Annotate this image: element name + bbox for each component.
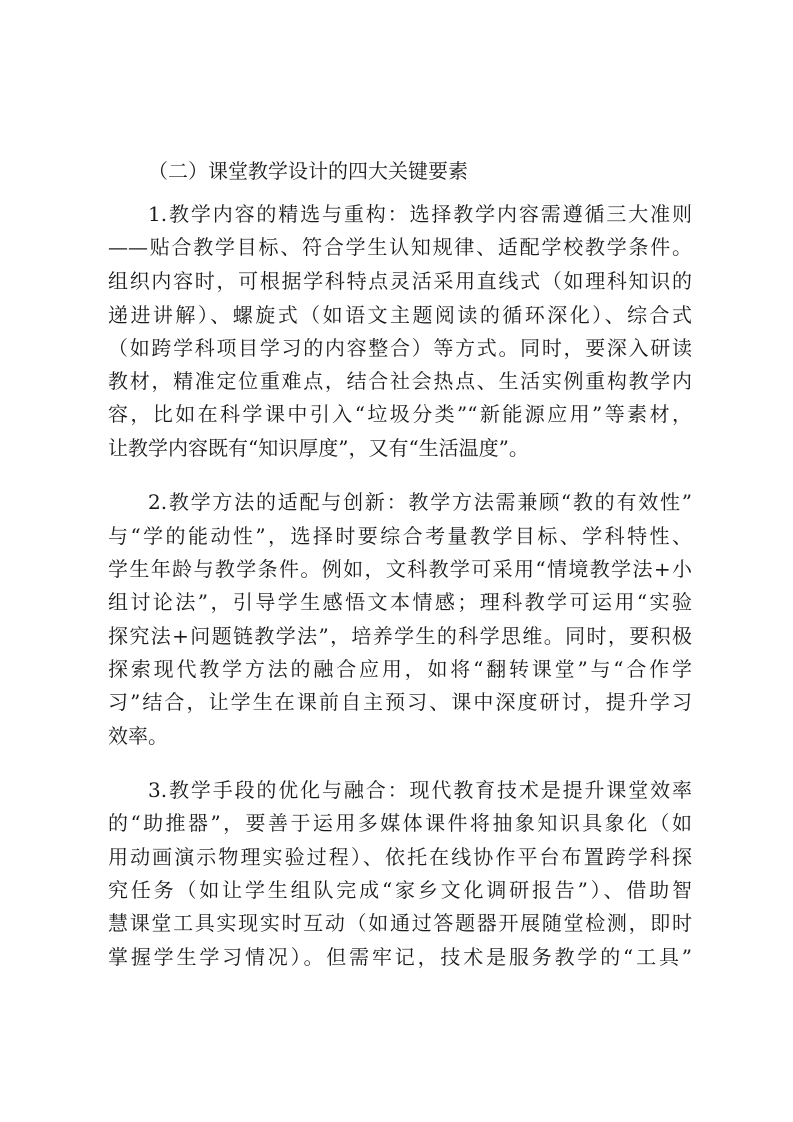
paragraph-line: 与“学的能动性”，选择时要综合考量教学目标、学科特性、 [108, 524, 692, 548]
paragraph-line: 习”结合，让学生在课前自主预习、课中深度研讨，提升学习 [108, 690, 692, 714]
paragraph-line: 组讨论法”，引导学生感悟文本情感；理科教学可运用“实验 [108, 590, 692, 614]
paragraph-line: ——贴合教学目标、符合学生认知规律、适配学校教学条件。 [108, 235, 692, 259]
paragraph-line: 递进讲解）、螺旋式（如语文主题阅读的循环深化）、综合式 [108, 303, 692, 327]
paragraph-line: （如跨学科项目学习的内容整合）等方式。同时，要深入研读 [108, 336, 692, 360]
paragraph-line: 让教学内容既有“知识厚度”，又有“生活温度”。 [108, 436, 529, 460]
paragraph-line: 1.教学内容的精选与重构：选择教学内容需遵循三大准则 [148, 202, 692, 226]
paragraph-line: 用动画演示物理实验过程）、依托在线协作平台布置跨学科探 [108, 845, 692, 869]
paragraph-line: 探索现代教学方法的融合应用，如将“翻转课堂”与“合作学 [108, 657, 692, 681]
paragraph-line: 慧课堂工具实现实时互动（如通过答题器开展随堂检测，即时 [108, 911, 692, 935]
paragraph-line: 2.教学方法的适配与创新：教学方法需兼顾“教的有效性” [148, 490, 692, 514]
paragraph-line: 掌握学生学习情况）。但需牢记，技术是服务教学的“工具” [108, 945, 692, 969]
paragraph-line: 探究法+问题链教学法”，培养学生的科学思维。同时，要积极 [108, 624, 692, 648]
paragraph-line: 的“助推器”，要善于运用多媒体课件将抽象知识具象化（如 [108, 811, 692, 835]
paragraph-line: 学生年龄与教学条件。例如，文科教学可采用“情境教学法+小 [108, 557, 692, 581]
paragraph-line: 究任务（如让学生组队完成“家乡文化调研报告”）、借助智 [108, 878, 692, 902]
paragraph-line: 3.教学手段的优化与融合：现代教育技术是提升课堂效率 [148, 778, 692, 802]
paragraph-line: 效率。 [108, 724, 168, 748]
paragraph-line: 组织内容时，可根据学科特点灵活采用直线式（如理科知识的 [108, 269, 692, 293]
paragraph-line: 教材，精准定位重难点，结合社会热点、生活实例重构教学内 [108, 369, 692, 393]
section-heading: （二）课堂教学设计的四大关键要素 [148, 159, 468, 183]
paragraph-line: 容，比如在科学课中引入“垃圾分类”“新能源应用”等素材， [108, 402, 692, 426]
